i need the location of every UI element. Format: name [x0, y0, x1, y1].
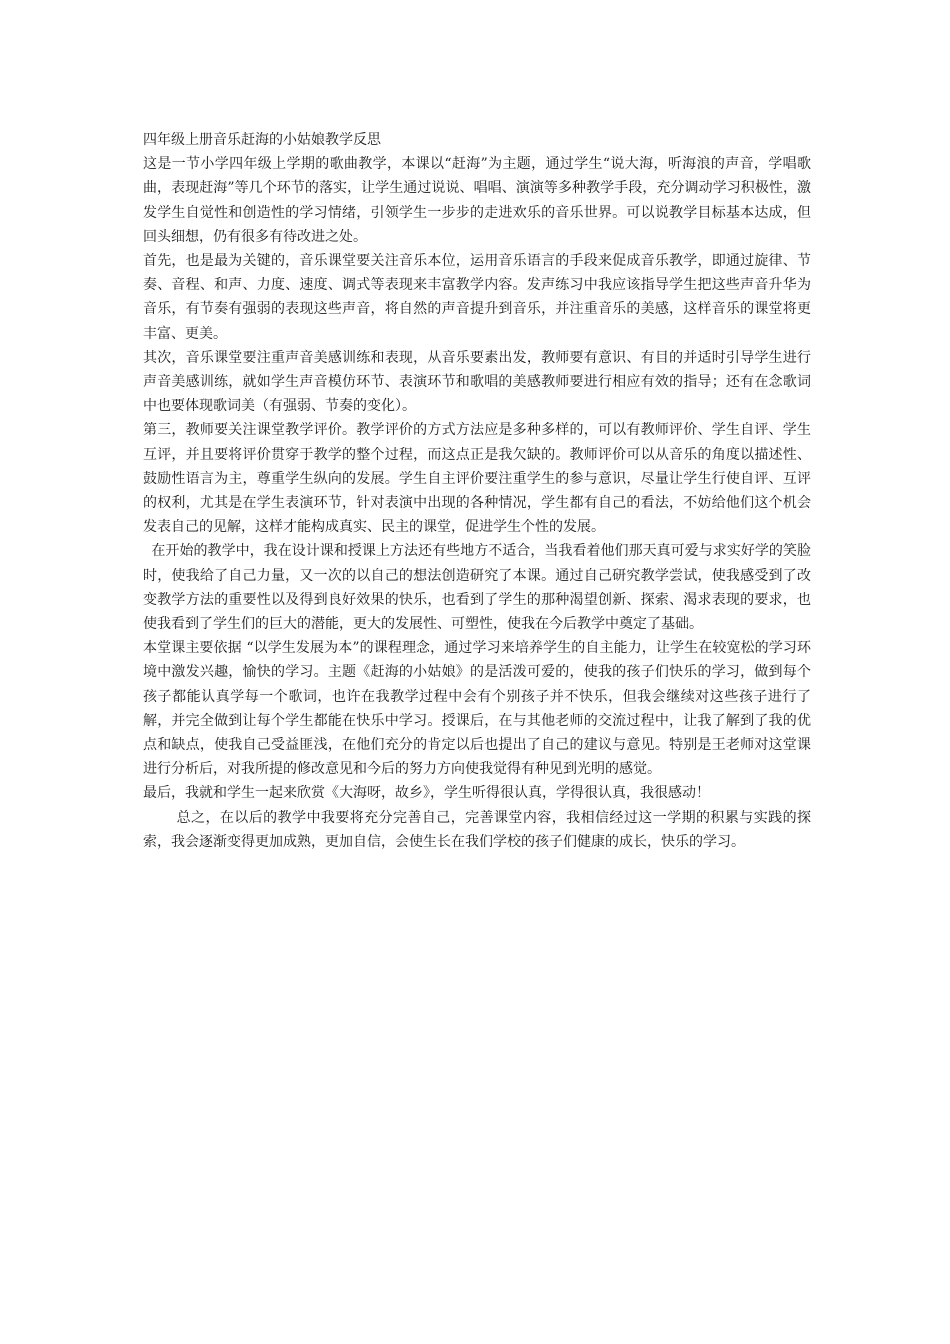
paragraph-first-point: 首先，也是最为关键的，音乐课堂要关注音乐本位，运用音乐语言的手段来促成音乐教学，即通过旋律、节奏、音程、和声、力度、速度、调式等表现来丰富教学内容。发声练习中我应该指导学生把这些声音升华为音乐，有节奏有强弱的表现这些声音，将自然的声音提升到音乐，并注重音乐的美感，这样音乐的课堂将更丰富、更美。	[143, 253, 811, 342]
paragraph-third-point: 第三，教师要关注课堂教学评价。教学评价的方式方法应是多种多样的，可以有教师评价、学生自评、学生互评，并且要将评价贯穿于教学的整个过程，而这点正是我欠缺的。教师评价可以从音乐的角度以描述性、鼓励性语言为主，尊重学生纵向的发展。学生自主评价要注重学生的参与意识，尽量让学生行使自评、互评的权利，尤其是在学生表演环节，针对表演中出现的各种情况，学生都有自己的看法，不妨给他们这个机会发表自己的见解，这样才能构成真实、民主的课堂，促进学生个性的发展。	[143, 422, 811, 536]
paragraph-reflection: 在开始的教学中，我在设计课和授课上方法还有些地方不适合，当我看着他们那天真可爱与求实好学的笑脸时，使我给了自己力量，又一次的以自己的想法创造研究了本课。通过自己研究教学尝试，使我感受到了改变教学方法的重要性以及得到良好效果的快乐，也看到了学生的那种渴望创新、探索、渴求表现的要求，也使我看到了学生们的巨大的潜能，更大的发展性、可塑性，使我在今后教学中奠定了基础。	[143, 543, 811, 633]
paragraph-lesson-basis: 本堂课主要依据 “以学生发展为本”的课程理念，通过学习来培养学生的自主能力，让学生在较宽松的学习环境中激发兴趣，愉快的学习。主题《赶海的小姑娘》的是活泼可爱的，使我的孩子们快乐的学习，做到每个孩子都能认真学每一个歌词，也许在我教学过程中会有个别孩子并不快乐，但我会继续对这些孩子进行了解，并完全做到让每个学生都能在快乐中学习。授课后，在与其他老师的交流过程中，让我了解到了我的优点和缺点，使我自己受益匪浅，在他们充分的肯定以后也提出了自己的建议与意见。特别是王老师对这堂课进行分析后，对我所提的修改意见和今后的努力方向使我觉得有种见到光明的感觉。	[143, 640, 811, 778]
paragraph-finally: 最后，我就和学生一起来欣赏《大海呀，故乡》，学生听得很认真，学得很认真，我很感动！	[143, 785, 710, 802]
document-title: 四年级上册音乐赶海的小姑娘教学反思	[143, 132, 381, 148]
paragraph-second-point: 其次，音乐课堂要注重声音美感训练和表现，从音乐要素出发，教师要有意识、有目的并适时引导学生进行声音美感训练，就如学生声音模仿环节、表演环节和歌唱的美感教师要进行相应有效的指导；还有在念歌词中也要体现歌词美（有强弱、节奏的变化）。	[143, 349, 811, 415]
paragraph-conclusion: 总之，在以后的教学中我要将充分完善自己，完善课堂内容，我相信经过这一学期的积累与实践的探索，我会逐渐变得更加成熟，更加自信，会使生长在我们学校的孩子们健康的成长，快乐的学习。	[143, 809, 811, 850]
paragraph-intro: 这是一节小学四年级上学期的歌曲教学，本课以“赶海”为主题，通过学生“说大海，听海浪的声音，学唱歌曲，表现赶海”等几个环节的落实，让学生通过说说、唱唱、演演等多种教学手段，充分调动学习积极性，激发学生自觉性和创造性的学习情绪，引领学生一步步的走进欢乐的音乐世界。可以说教学目标基本达成，但回头细想，仍有很多有待改进之处。	[143, 156, 811, 245]
document-body	[143, 128, 811, 854]
